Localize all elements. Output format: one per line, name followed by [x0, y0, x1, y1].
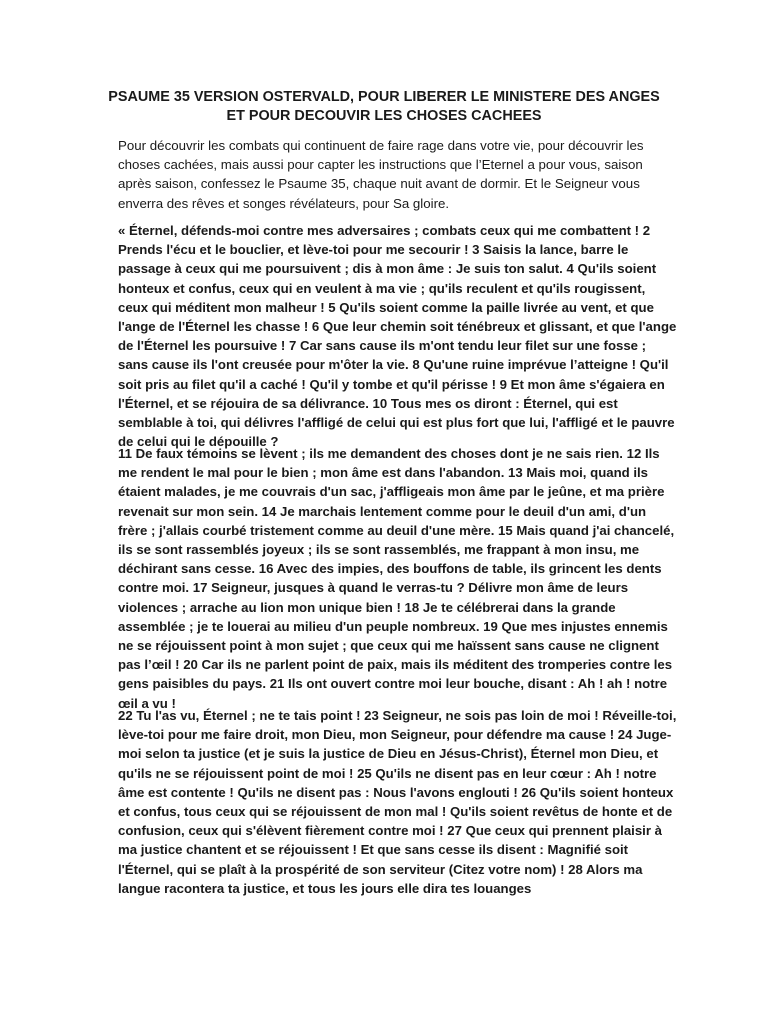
intro-paragraph: Pour découvrir les combats qui continuent de faire rage dans votre vie, pour découvrir les choses cachées, mais aussi pour capter les instructions que l’Eternel a pour vous, saison après saison, confessez le Psaume 35, chaque nuit avant de dormir. Et le Seigneur vous enverra des rêves et songes révélateurs, pour Sa gloire. — [118, 138, 644, 211]
psalm-paragraph-2: 11 De faux témoins se lèvent ; ils me demandent des choses dont je ne sais rien. 12 Ils me rendent le mal pour le bien ; mon âme est dans l'abandon. 13 Mais moi, quand ils étaient malades, je me couvrais d'un sac, j'affligeais mon âme par le jeûne, et ma prière revenait sur mon sein. 14 Je marchais lentement comme pour le deuil d'un ami, d'un frère ; j'allais courbé tristement comme au deuil d'une mère. 15 Mais quand j'ai chancelé, ils se sont rassemblés joyeux ; ils se sont rassemblés, me frappant à mon insu, me déchirant sans cesse. 16 Avec des impies, des bouffons de table, ils grincent les dents contre moi. 17 Seigneur, jusques à quand le verras-tu ? Délivre mon âme de leurs violences ; arrache au lion mon unique bien ! 18 Je te célébrerai dans la grande assemblée ; je te louerai au milieu d'un peuple nombreux. 19 Que mes injustes ennemis ne se réjouissent point à mon sujet ; que ceux qui me haïssent sans cause ne clignent pas l’œil ! 20 Car ils ne parlent point de paix, mais ils méditent des tromperies contre les gens paisibles du pays. 21 Ils ont ouvert contre moi leur bouche, disant : Ah ! ah ! notre œil a vu ! — [118, 446, 675, 711]
document-title: PSAUME 35 VERSION OSTERVALD, POUR LIBERER LE MINISTERE DES ANGES ET POUR DECOUVIR LES CHOSES CACHEES — [108, 89, 660, 124]
psalm-paragraph-1: « Éternel, défends-moi contre mes adversaires ; combats ceux qui me combattent ! 2 Prends l'écu et le bouclier, et lève-toi pour me secourir ! 3 Saisis la lance, barre le passage à ceux qui me poursuivent ; dis à mon âme : Je suis ton salut. 4 Qu'ils soient honteux et confus, ceux qui en veulent à ma vie ; qu'ils reculent et qu'ils rougissent, ceux qui méditent mon malheur ! 5 Qu'ils soient comme la paille livrée au vent, et que l'ange de l'Éternel les chasse ! 6 Que leur chemin soit ténébreux et glissant, et que l'ange de l'Éternel les poursuive ! 7 Car sans cause ils m'ont tendu leur filet sur une fosse ; sans cause ils l'ont creusée pour m'ôter la vie. 8 Qu'une ruine imprévue l’atteigne ! Qu'il soit pris au filet qu'il a caché ! Qu'il y tombe et qu'il périsse ! 9 Et mon âme s'égaiera en l'Éternel, et se réjouira de sa délivrance. 10 Tous mes os diront : Éternel, qui est semblable à toi, qui délivres l'affligé de celui qui est plus fort que lui, l'affligé et le pauvre de celui qui le dépouille ? — [118, 223, 677, 450]
psalm-paragraph-3: 22 Tu l'as vu, Éternel ; ne te tais point ! 23 Seigneur, ne sois pas loin de moi ! Réveille-toi, lève-toi pour me faire droit, mon Dieu, mon Seigneur, pour défendre ma cause ! 24 Juge-moi selon ta justice (et je suis la justice de Dieu en Jésus-Christ), Éternel mon Dieu, et qu'ils ne se réjouissent point de moi ! 25 Qu'ils ne disent pas en leur cœur : Ah ! notre âme est contente ! Qu'ils ne disent pas : Nous l'avons englouti ! 26 Qu'ils soient honteux et confus, tous ceux qui se réjouissent de mon mal ! Qu'ils soient revêtus de honte et de confusion, ceux qui s'élèvent fièrement contre moi ! 27 Que ceux qui prennent plaisir à ma justice chantent et se réjouissent ! Et que sans cesse ils disent : Magnifié soit l'Éternel, qui se plaît à la prospérité de son serviteur (Citez votre nom) ! 28 Alors ma langue racontera ta justice, et tous les jours elle dira tes louanges — [118, 708, 677, 896]
